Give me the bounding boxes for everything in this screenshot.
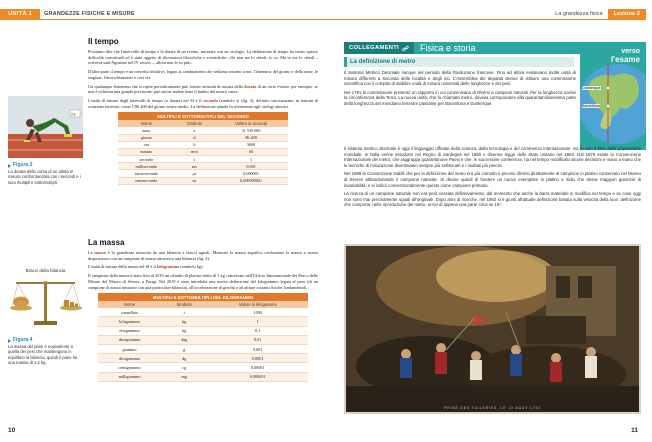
table-cell: μs <box>175 170 214 177</box>
table-cell: millisecondo <box>118 163 175 170</box>
left-header <box>0 9 326 19</box>
table-cell: 31 536 000 <box>214 127 288 134</box>
figure-3-label <box>8 163 83 168</box>
table-cell: 0,000001 <box>214 170 288 177</box>
table-row <box>118 134 288 141</box>
table-cell: 60 <box>214 148 288 155</box>
kilogram-table-header <box>98 301 308 308</box>
balance-scale-illustration <box>8 273 83 333</box>
mass-section <box>88 238 318 382</box>
figure-4-caption-text: La massa del pane è equivalente a quella dei pesi che mantengono in equilibrio la bilancia, quindi il pane ha una massa di 1,2 kg. <box>8 344 78 365</box>
table-cell: 0,000001 <box>207 372 308 381</box>
table-cell: 1 <box>214 156 288 163</box>
table-cell: kg <box>161 317 207 326</box>
scale-arms-label: Bracci della bilancia <box>25 268 66 273</box>
table-cell: 1000 <box>207 308 308 317</box>
time-p3-bold: durata <box>243 83 257 89</box>
figure-3 <box>8 96 83 185</box>
table-cell: 0,1 <box>207 326 308 335</box>
figure-4-caption <box>8 338 83 365</box>
table-cell: min <box>175 148 214 155</box>
table-cell: ora <box>118 141 175 148</box>
header-rule <box>326 19 646 20</box>
right-header <box>326 9 652 19</box>
col-header-value: Valore in secondi <box>214 120 288 127</box>
time-section-title: Il tempo <box>88 37 119 46</box>
subtitle: La definizione di metro <box>350 59 416 65</box>
col-header-symbol: Simbolo <box>175 120 214 127</box>
europe-map <box>580 42 646 150</box>
table-cell: 86 400 <box>214 134 288 141</box>
col-header-name: Nome <box>118 120 175 127</box>
seconds-table-header <box>118 120 288 127</box>
page-number-right: 11 <box>631 427 638 434</box>
mass-p2 <box>88 264 318 270</box>
runner-start-illustration <box>8 96 83 158</box>
right-text-top <box>344 70 576 110</box>
table-cell: ns <box>175 177 214 184</box>
historical-painting <box>344 244 641 414</box>
painting-caption: PRISE DES TUILERIES, LE 10 AOUT 1792 <box>444 406 541 410</box>
table-cell: 1 <box>207 317 308 326</box>
table-cell: 0,01 <box>207 335 308 344</box>
time-p3 <box>88 84 318 95</box>
time-p2: D'altra parte il tempo è un concetto intuitivo, legato ai cambiamenti che vediamo intorno a noi: l'alternarsi del giorno e della notte, le stagioni, l'invecchiamento e così via. <box>88 69 318 80</box>
table-row <box>118 141 288 148</box>
table-cell: secondo <box>118 156 175 163</box>
table-cell: decagrammo <box>98 335 161 344</box>
mass-p2-a: L'unità di misura della massa nel SI è il <box>88 264 157 270</box>
page-number-left: 10 <box>8 427 16 434</box>
time-p4-b: (simbolo s) (fig. 3), definito storicamente, in termini di rotazione terrestre, come 1/86 400 del giorno solare medio. La definizione attuale fa riferimento agli orologi atomici. <box>88 97 319 109</box>
unit-title: GRANDEZZE FISICHE E MISURE <box>44 11 135 17</box>
kilogram-table-caption: MULTIPLI E SOTTOMULTIPLI DEL KILOGRAMMO <box>98 293 308 301</box>
table-row <box>118 148 288 155</box>
table-cell: microsecondo <box>118 170 175 177</box>
mass-p2-b: (simbolo kg). <box>179 264 204 270</box>
table-cell: t <box>161 308 207 317</box>
figure-4-label-text: Figura 4 <box>13 337 33 343</box>
seconds-table-body <box>118 127 288 184</box>
table-cell: 0,001 <box>214 163 288 170</box>
time-p4 <box>88 98 318 109</box>
mass-p3: Il campione della massa è stato fino al 2019 un cilindro di platino-iridio di 1 kg conservato nell'Ufficio Internazionale dei Pesi e delle Misure del Museo di Sèvres, a Parigi. Nel 2019 è stata introdotta una nuova definizione del kilogrammo legata al peso (di un campione di massa misurato con una particolare bilancia), all'accelerazione di gravità e ad alcune costanti fisiche fondamentali. <box>88 273 318 290</box>
mass-p1 <box>88 250 318 261</box>
table-cell: 3600 <box>214 141 288 148</box>
tuileries-painting-illustration <box>346 246 639 412</box>
table-row <box>118 170 288 177</box>
right-text-bottom <box>344 146 641 211</box>
table-cell: hg <box>161 326 207 335</box>
mass-p1-b: è la grandezza misurata da una bilancia a bracci uguali. Misurare la massa significa confrontare la massa a nostra disposizione con un campione di massa attraverso una bilancia (fig. 4). <box>88 250 318 261</box>
collegamenti-tag <box>344 42 414 54</box>
table-cell: nanosecondo <box>118 177 175 184</box>
table-cell: milligrammo <box>98 372 161 381</box>
time-section <box>88 37 318 185</box>
table-row <box>118 177 288 184</box>
right-p1: Il Sistema Metrico Decimale nacque nel periodo della Rivoluzione francese. Fino ad allora esistevano molte unità di misura differenti a seconda delle località e degli usi. L'Assemblea dei deputati decise di istituire una commissione scientifica con il compito di stabilire unità di misura universali delle lunghezze e dei pesi. <box>344 70 576 87</box>
table-row <box>98 308 308 317</box>
table-row <box>98 354 308 363</box>
table-cell: 0,0001 <box>207 354 308 363</box>
verso-esame-badge <box>611 48 640 64</box>
table-cell: giorno <box>118 134 175 141</box>
table-cell: ettogrammo <box>98 326 161 335</box>
table-cell: dg <box>161 354 207 363</box>
lesson-badge: Lezione 2 <box>608 9 646 19</box>
table-cell: grammo <box>98 344 161 353</box>
collegamenti-title: Fisica e storia <box>419 43 476 53</box>
figure-3-caption-text: La durata della corsa di un atleta si misura confrontandola con i secondi e i suoi multipli e sottomultipli. <box>8 169 81 185</box>
time-p3-a: Un qualunque fenomeno che si ripete periodicamente può fornire un'unità di misura della <box>88 83 244 89</box>
right-p3: Il sistema metrico decimale è oggi il linguaggio ufficiale della scienza, della tecnologia e del commercio internazionale; ma fu solo il 95% della popolazione mondiale. In Italia venne introdotto nel Regno di Sardegna nel 1850 e divenne legge dello Stato unitario nel 1863. Dal 1875 esiste la Convenzione Internazionale del metro, che raggruppa quarantanove Paesi e che, in successive conferenze, ha nel tempo modificato alcune decisioni e mano a mano che le tecniche di misurazione diventavano sempre più sofisticate e i risultati più precisi. <box>344 146 641 168</box>
verso-text: verso <box>621 48 640 55</box>
figure-4 <box>8 268 83 365</box>
table-row <box>118 163 288 170</box>
table-cell: tonnellata <box>98 308 161 317</box>
kilogram-table <box>98 293 308 382</box>
table-cell: h <box>175 141 214 148</box>
right-p2: Nel 1791 la commissione presentò un rapporto in cui convenivano di riferirsi a campioni naturali. Per la lunghezza scelse la circonferenza della Terra. La nuova unità, che fu chiamata metro, doveva corrispondere alla quarantamilionesima parte della lunghezza del meridiano terrestre passante per Barcellona e Dunkerque. <box>344 89 576 106</box>
link-icon <box>402 45 409 52</box>
kilogram-table-body <box>98 308 308 381</box>
table-row <box>98 335 308 344</box>
figure-3-label-text: Figura 3 <box>13 162 33 168</box>
table-cell: mg <box>161 372 207 381</box>
table-cell: g <box>161 344 207 353</box>
table-cell: cg <box>161 363 207 372</box>
seconds-table <box>118 112 288 185</box>
table-cell: s <box>175 156 214 163</box>
figure-3-caption <box>8 163 83 185</box>
table-row <box>98 372 308 381</box>
map-label-dunkerque: Dunkerque <box>582 86 601 90</box>
header-rule <box>0 19 326 20</box>
time-p4-a: L'unità di misura degli intervalli di tempo (o durata) nel SI è il <box>88 97 204 103</box>
table-cell: anno <box>118 127 175 134</box>
table-row <box>118 127 288 134</box>
unit-badge: UNITÀ 1 <box>0 9 40 19</box>
svg-text:23: 23 <box>71 111 76 117</box>
subtitle-box <box>344 57 574 67</box>
mass-p1-bold: massa <box>94 250 106 255</box>
right-page <box>326 0 652 442</box>
table-cell: minuto <box>118 148 175 155</box>
col-header-value: Valore in kilogrammi <box>207 301 308 308</box>
time-p4-bold: secondo <box>203 97 218 103</box>
mass-p2-bold: kilogrammo <box>156 264 180 270</box>
mass-p1-a: La <box>88 250 95 255</box>
table-cell: 0,00001 <box>207 363 308 372</box>
table-row <box>98 344 308 353</box>
col-header-symbol: Simbolo <box>161 301 207 308</box>
table-row <box>98 326 308 335</box>
table-cell: centigrammo <box>98 363 161 372</box>
figure-4-label <box>8 338 83 343</box>
table-row <box>118 156 288 163</box>
table-cell: decigrammo <box>98 354 161 363</box>
topic-title: La grandezza fisica <box>555 11 603 17</box>
table-cell: kilogrammo <box>98 317 161 326</box>
esame-text: l'esame <box>610 55 640 64</box>
table-cell: d <box>175 134 214 141</box>
table-row <box>98 317 308 326</box>
right-p4: Nel 1889 la Convenzione stabilì che per la definizione del metro era più comodo e preciso riferirsi direttamente al campione in platino conservato nel Museo di Sèvres abbandonando il campione naturale. Si decise quindi di fondere un nuovo esemplare in platino e iridio che desse maggiori garanzie di invariabilità, e si indicò convenzionalmente questo come campione primario. <box>344 171 641 188</box>
mass-section-title: La massa <box>88 238 125 247</box>
table-row <box>98 363 308 372</box>
table-cell: a <box>175 127 214 134</box>
table-cell: 0,000000001 <box>214 177 288 184</box>
collegamenti-tag-text: COLLEGAMENTI <box>349 45 399 51</box>
table-cell: 0,001 <box>207 344 308 353</box>
seconds-table-caption: MULTIPLI E SOTTOMULTIPLI DEL SECONDO <box>118 112 288 120</box>
triangle-icon <box>8 339 11 343</box>
time-p3-b: di un certo evento: per esempio, se non è richiesta una grande precisione, può anche andare bene il battito del nostro cuore. <box>88 83 318 95</box>
col-header-name: Nome <box>98 301 161 308</box>
map-label-barcellona: Barcellona <box>582 104 600 108</box>
table-cell: ms <box>175 163 214 170</box>
table-cell: dag <box>161 335 207 344</box>
time-p1: Possiamo dire che l'intervallo di tempo è la durata di un evento, misurata con un orologio. La definizione di tempo ha creato spesso difficoltà concettuali ed è stata oggetto di discussioni filosofiche e scientifiche: «Se non me lo chiedi, lo so. Ma se me lo chiedi – scriveva sant'Agostino nel IV secolo –, allora non lo so più». <box>88 49 318 66</box>
triangle-icon <box>8 164 11 168</box>
right-p5: La ricerca di un campione naturale non era però cessata definitivamente, dal momento che anche la barra materiale si modifica nel tempo e se cose oggi non sono mai precisamente uguali all'originale. Dopo anni di ricerche, nel 1983 si è giunti all'attuale definizione basata sulla velocità della luce: definizione che comporta, nella riproduzione del metro, errori di appena una parte circa su 10⁹. <box>344 191 641 208</box>
